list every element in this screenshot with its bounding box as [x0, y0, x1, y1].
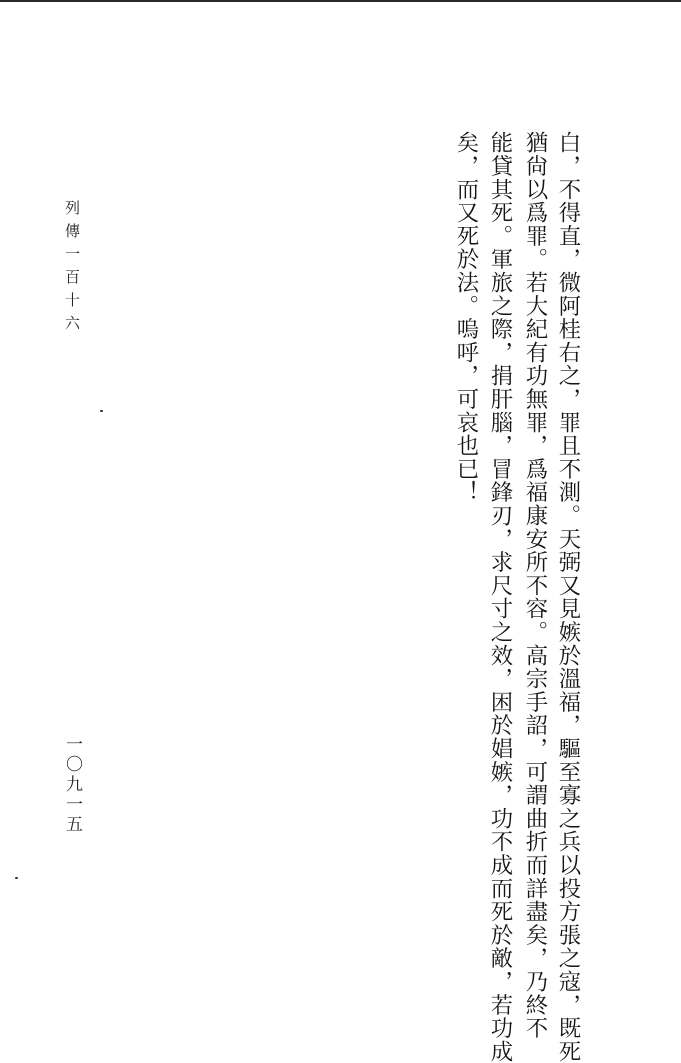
text-column-2: 白，不得直，微阿桂右之，罪且不測。天弼又見嫉於溫福，驅至寡之兵以投方張之寇，既死	[555, 131, 581, 1063]
print-speck	[15, 877, 18, 879]
text-column-4: 能貸其死。軍旅之際，捐肝腦，冒鋒刃，求尺寸之效，困於娼嫉，功不成而死於敵，若功成	[487, 131, 513, 1063]
text-column-5: 矣，而又死於法。嗚呼，可哀也已！	[453, 131, 479, 504]
text-column-3: 猶尙以爲罪。若大紀有功無罪，爲福康安所不容。高宗手詔，可謂曲折而詳盡矣，乃終不	[522, 131, 548, 1040]
running-head: 列傳一百十六	[63, 200, 81, 338]
page-top-border	[0, 0, 681, 2]
print-speck	[100, 410, 103, 412]
page-number: 一〇九一五	[62, 735, 82, 835]
